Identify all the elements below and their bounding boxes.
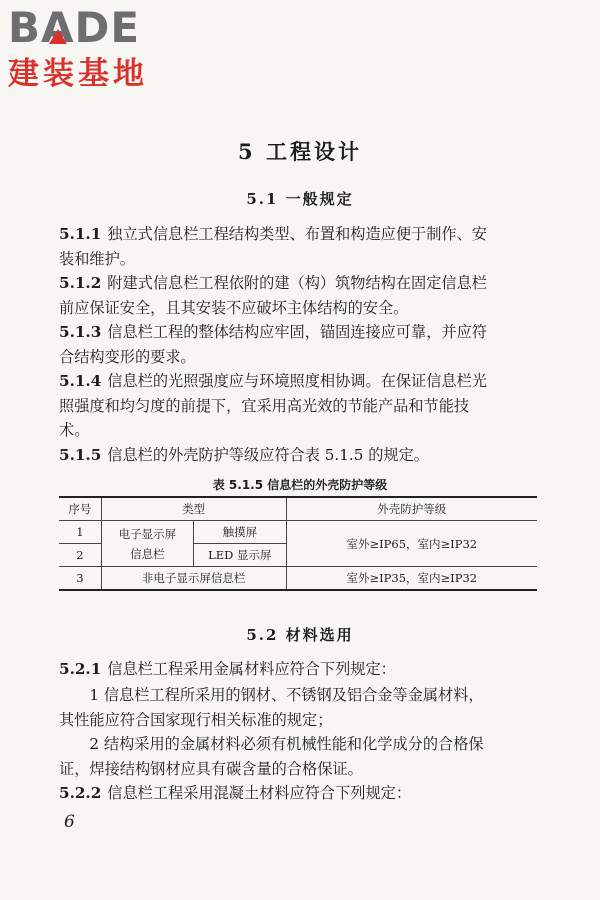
header-type: 类型 [101,497,286,521]
cell-type: 非电子显示屏信息栏 [101,567,286,591]
clause-5-2-2: 5.2.2 信息栏工程采用混凝土材料应符合下列规定： [59,784,412,802]
page-number: 6 [64,812,75,832]
logo-letter-e: E [110,3,141,52]
cell-no: 2 [59,544,101,567]
clause-5-2-1: 5.2.1 信息栏工程采用金属材料应符合下列规定： [59,660,396,678]
table-row [59,521,537,544]
section-title-5-1: 5.1 一般规定 [246,190,354,208]
logo-wordmark [8,3,148,52]
cell-type-sub: LED 显示屏 [194,544,286,567]
logo-letter-b: B [8,3,42,52]
cell-no: 1 [59,521,101,544]
clause-5-1-3: 5.1.3 信息栏工程的整体结构应牢固，锚固连接应可靠，并应符合结构变形的要求。 [59,323,487,366]
cell-grade: 室外≥IP65，室内≥IP32 [286,521,537,567]
logo-triangle-icon [49,29,67,44]
logo-letter-d: D [74,3,111,52]
clause-5-1-4: 5.1.4 信息栏的光照强度应与环境照度相协调。在保证信息栏光照强度和均匀度的前提下，宜采用高光效的节能产品和节能技术。 [59,372,487,439]
cell-type-sub: 触摸屏 [194,521,286,544]
cell-no: 3 [59,567,101,591]
cell-grade: 室外≥IP35，室内≥IP32 [286,567,537,591]
logo [8,3,148,92]
logo-subtitle: 建装基地 [8,56,148,92]
protection-grade-table [59,496,537,591]
chapter-title: 5 工程设计 [238,139,362,164]
logo-letter-a: A [41,3,75,52]
header-no: 序号 [59,497,101,521]
section-title-5-2: 5.2 材料选用 [246,626,354,644]
clause-5-1-2: 5.1.2 附建式信息栏工程依附的建（构）筑物结构在固定信息栏前应保证安全，且其安装不应破坏主体结构的安全。 [59,274,487,317]
table-caption: 表 5.1.5 信息栏的外壳防护等级 [212,478,388,492]
cell-type-group: 电子显示屏 信息栏 [101,521,193,567]
table-header-row [59,497,537,521]
clause-5-1-1: 5.1.1 独立式信息栏工程结构类型、布置和构造应便于制作、安装和维护。 [59,225,487,268]
clause-5-2-1-item-2: 2 结构采用的金属材料必须有机械性能和化学成分的合格保证，焊接结构钢材应具有碳含量的合格保证。 [59,735,484,778]
header-grade: 外壳防护等级 [286,497,537,521]
clause-5-1-5: 5.1.5 信息栏的外壳防护等级应符合表 5.1.5 的规定。 [59,446,429,464]
table-row [59,567,537,591]
clause-5-2-1-item-1: 1 信息栏工程所采用的钢材、不锈钢及铝合金等金属材料，其性能应符合国家现行相关标准的规定； [59,686,484,729]
